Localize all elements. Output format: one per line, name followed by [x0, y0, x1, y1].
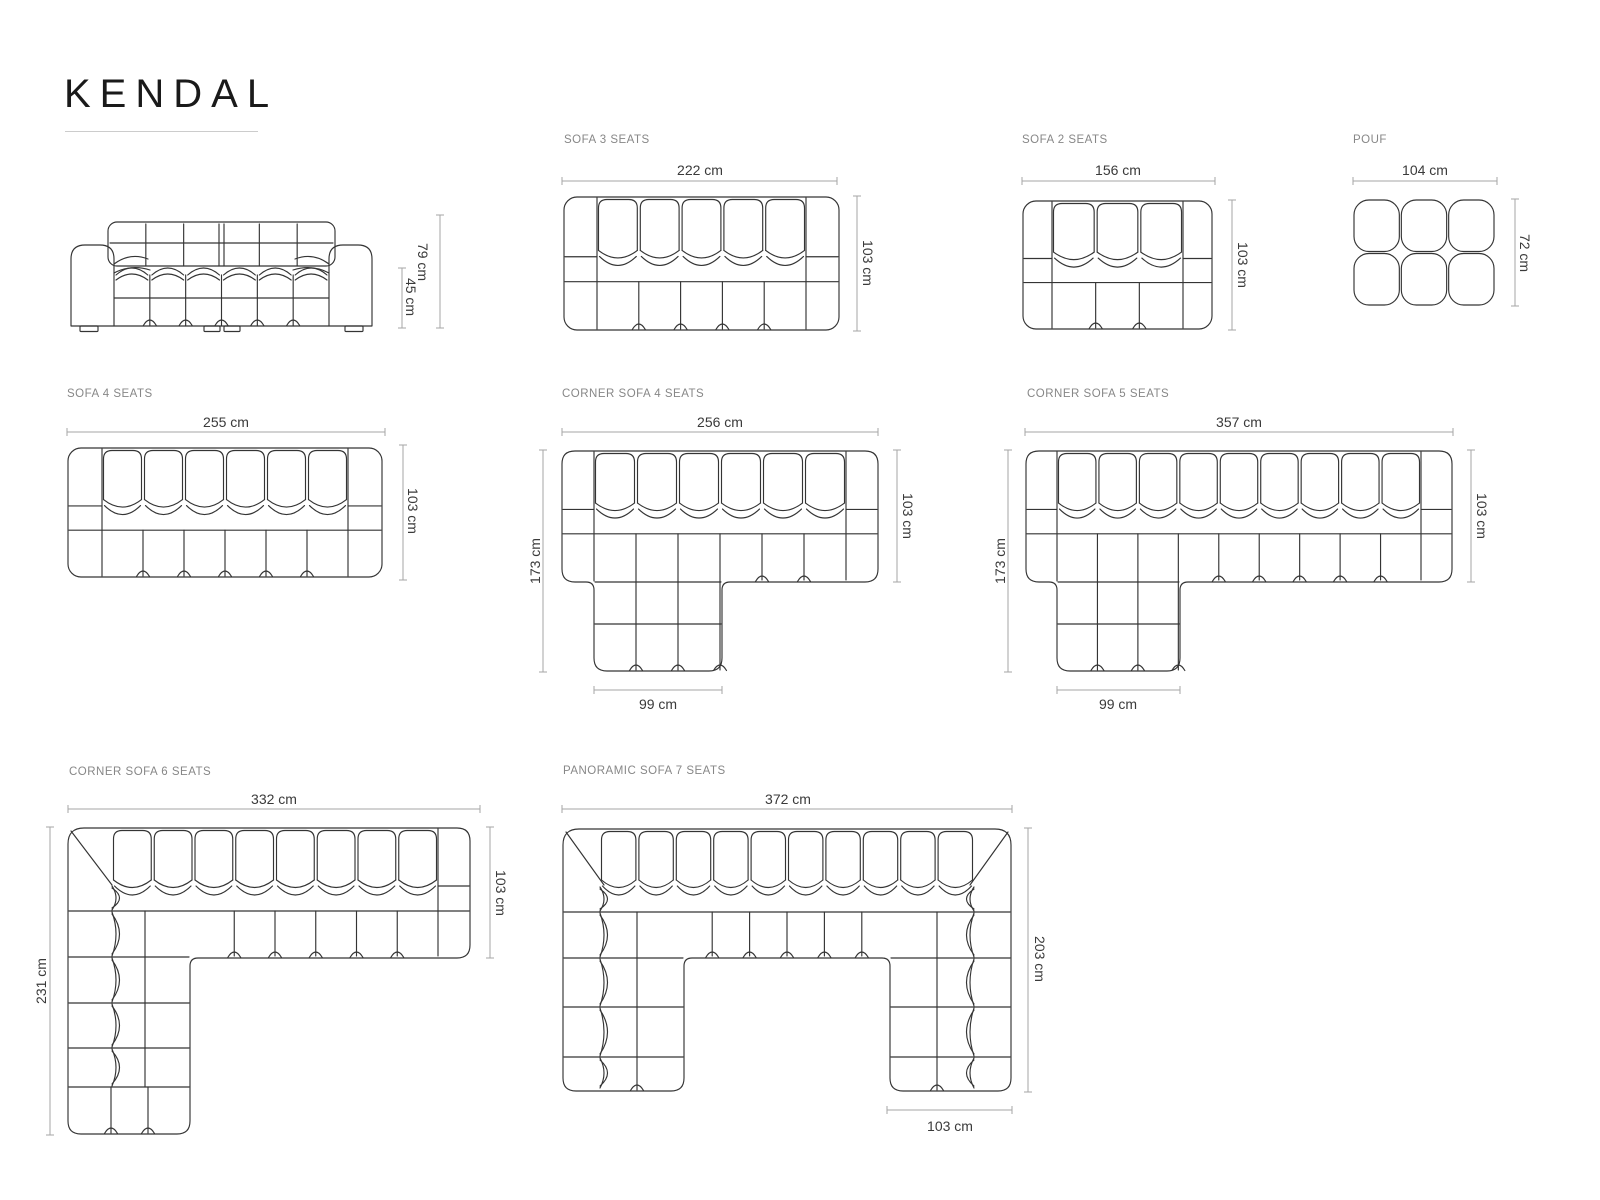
title-underline — [65, 131, 258, 132]
depth-dimension: 103 cm — [405, 488, 421, 534]
section-label: CORNER SOFA 5 SEATS — [1027, 388, 1170, 400]
chaise-width-dimension: 99 cm — [638, 696, 678, 712]
width-dimension: 255 cm — [203, 414, 249, 430]
panel-panoramic-sofa-7-seats — [540, 758, 1060, 1160]
panel-corner-sofa-6-seats — [28, 758, 528, 1160]
section-label: POUF — [1353, 134, 1387, 146]
corner-sofa-4-seats-top-view-drawing — [525, 380, 925, 715]
arm-width-dimension: 103 cm — [927, 1118, 973, 1134]
section-label: PANORAMIC SOFA 7 SEATS — [563, 765, 726, 777]
width-dimension: 104 cm — [1402, 162, 1448, 178]
total-depth-dimension: 173 cm — [992, 538, 1008, 584]
depth-dimension: 103 cm — [1235, 242, 1251, 288]
width-dimension: 256 cm — [697, 414, 743, 430]
seat-height-dimension: 45 cm — [403, 277, 419, 317]
panel-sofa-2-seats — [1003, 128, 1293, 343]
panoramic-sofa-7-seats-top-view-drawing — [540, 758, 1060, 1160]
sofa-2-seats-top-view-drawing — [1003, 128, 1293, 343]
pouf-top-view-drawing — [1320, 128, 1550, 328]
section-label: SOFA 4 SEATS — [67, 388, 153, 400]
panel-sofa-4-seats — [55, 380, 435, 595]
section-label: CORNER SOFA 4 SEATS — [562, 388, 705, 400]
depth-dimension: 103 cm — [493, 870, 509, 916]
section-label: SOFA 3 SEATS — [564, 134, 650, 146]
total-depth-dimension: 173 cm — [527, 538, 543, 584]
height-dimension: 79 cm — [415, 242, 431, 282]
panel-front-view — [45, 196, 475, 346]
section-label: CORNER SOFA 6 SEATS — [69, 766, 212, 778]
width-dimension: 332 cm — [251, 791, 297, 807]
panel-pouf — [1320, 128, 1550, 328]
corner-sofa-6-seats-top-view-drawing — [28, 758, 528, 1160]
corner-sofa-5-seats-top-view-drawing — [990, 380, 1500, 715]
width-dimension: 372 cm — [765, 791, 811, 807]
width-dimension: 222 cm — [677, 162, 723, 178]
sofa-front-view-drawing — [45, 196, 475, 346]
depth-dimension: 72 cm — [1517, 233, 1533, 273]
panel-corner-sofa-4-seats — [525, 380, 925, 715]
sofa-3-seats-top-view-drawing — [552, 128, 892, 343]
total-depth-dimension: 231 cm — [33, 958, 49, 1004]
section-label: SOFA 2 SEATS — [1022, 134, 1108, 146]
depth-dimension: 103 cm — [900, 493, 916, 539]
width-dimension: 357 cm — [1216, 414, 1262, 430]
panel-corner-sofa-5-seats — [990, 380, 1500, 715]
collection-title: KENDAL — [64, 72, 279, 116]
width-dimension: 156 cm — [1095, 162, 1141, 178]
sofa-4-seats-top-view-drawing — [55, 380, 435, 595]
depth-dimension: 103 cm — [1474, 493, 1490, 539]
chaise-width-dimension: 99 cm — [1098, 696, 1138, 712]
depth-dimension: 103 cm — [860, 240, 876, 286]
depth-dimension: 203 cm — [1032, 936, 1048, 982]
panel-sofa-3-seats — [552, 128, 892, 343]
